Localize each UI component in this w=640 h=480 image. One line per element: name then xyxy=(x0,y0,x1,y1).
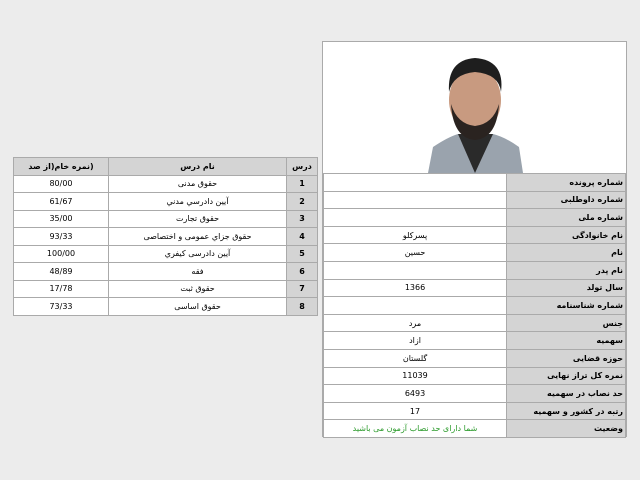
info-label: نام xyxy=(507,244,626,262)
course-name: حقوق اساسی xyxy=(109,298,287,316)
course-number: 1 xyxy=(287,175,318,193)
info-row xyxy=(324,367,626,385)
info-row xyxy=(324,402,626,420)
info-value: 1366 xyxy=(324,279,507,297)
info-label: شماره ملی xyxy=(507,209,626,227)
course-score: 80/00 xyxy=(14,175,109,193)
candidate-info-table xyxy=(323,173,626,438)
info-label: جنس xyxy=(507,314,626,332)
info-row xyxy=(324,209,626,227)
grade-row xyxy=(14,193,318,211)
course-name: آیین دادرسي مدني xyxy=(109,193,287,211)
info-row xyxy=(324,385,626,403)
grade-row xyxy=(14,175,318,193)
header-course-name: نام درس xyxy=(109,158,287,176)
info-value xyxy=(324,191,507,209)
info-value xyxy=(324,209,507,227)
info-value: 6493 xyxy=(324,385,507,403)
info-row xyxy=(324,349,626,367)
course-name: حقوق جزاي عمومی و اختصاصی xyxy=(109,228,287,246)
course-name: فقه xyxy=(109,263,287,281)
info-value: پسرکلو xyxy=(324,226,507,244)
info-row xyxy=(324,261,626,279)
grade-row xyxy=(14,280,318,298)
course-name: حقوق تجارت xyxy=(109,210,287,228)
info-value: 17 xyxy=(324,402,507,420)
grade-row xyxy=(14,245,318,263)
info-label: نام پدر xyxy=(507,261,626,279)
info-row xyxy=(324,244,626,262)
course-number: 7 xyxy=(287,280,318,298)
info-row xyxy=(324,420,626,438)
info-value xyxy=(324,297,507,315)
info-value: 11039 xyxy=(324,367,507,385)
info-row xyxy=(324,332,626,350)
info-row xyxy=(324,226,626,244)
info-row xyxy=(324,314,626,332)
info-row xyxy=(324,191,626,209)
course-number: 5 xyxy=(287,245,318,263)
info-label: حد نصاب در سهمیه xyxy=(507,385,626,403)
course-score: 100/00 xyxy=(14,245,109,263)
course-score: 93/33 xyxy=(14,228,109,246)
grade-row xyxy=(14,298,318,316)
info-label: سهمیه xyxy=(507,332,626,350)
header-course-number: درس xyxy=(287,158,318,176)
course-score: 48/89 xyxy=(14,263,109,281)
course-score: 61/67 xyxy=(14,193,109,211)
course-name: آیین دادرسی کیفري xyxy=(109,245,287,263)
candidate-photo xyxy=(323,42,626,173)
info-label: سال تولد xyxy=(507,279,626,297)
grades-table xyxy=(13,157,318,316)
course-number: 4 xyxy=(287,228,318,246)
grade-row xyxy=(14,228,318,246)
candidate-panel xyxy=(322,41,627,437)
course-score: 17/78 xyxy=(14,280,109,298)
info-label: رتبه در کشور و سهمیه xyxy=(507,402,626,420)
course-number: 3 xyxy=(287,210,318,228)
info-value: ازاد xyxy=(324,332,507,350)
course-score: 73/33 xyxy=(14,298,109,316)
grade-row xyxy=(14,263,318,281)
course-number: 2 xyxy=(287,193,318,211)
info-row xyxy=(324,297,626,315)
course-number: 8 xyxy=(287,298,318,316)
info-label: وضعیت xyxy=(507,420,626,438)
info-value: حسین xyxy=(324,244,507,262)
info-row xyxy=(324,174,626,192)
info-label: شماره پرونده xyxy=(507,174,626,192)
grade-row xyxy=(14,210,318,228)
grades-header-row xyxy=(14,158,318,176)
info-value xyxy=(324,261,507,279)
info-row xyxy=(324,279,626,297)
info-label: شماره شناسنامه xyxy=(507,297,626,315)
course-name: حقوق ثبت xyxy=(109,280,287,298)
course-number: 6 xyxy=(287,263,318,281)
info-label: نام خانوادگی xyxy=(507,226,626,244)
header-raw-score: (نمره خام(از صد xyxy=(14,158,109,176)
info-label: نمره کل تراز نهایی xyxy=(507,367,626,385)
info-label: حوزه قضایی xyxy=(507,349,626,367)
info-value: شما دارای حد نصاب آزمون می باشید xyxy=(324,420,507,438)
course-score: 35/00 xyxy=(14,210,109,228)
info-value: گلستان xyxy=(324,349,507,367)
course-name: حقوق مدنی xyxy=(109,175,287,193)
info-value: مرد xyxy=(324,314,507,332)
info-label: شماره داوطلبی xyxy=(507,191,626,209)
info-value xyxy=(324,174,507,192)
